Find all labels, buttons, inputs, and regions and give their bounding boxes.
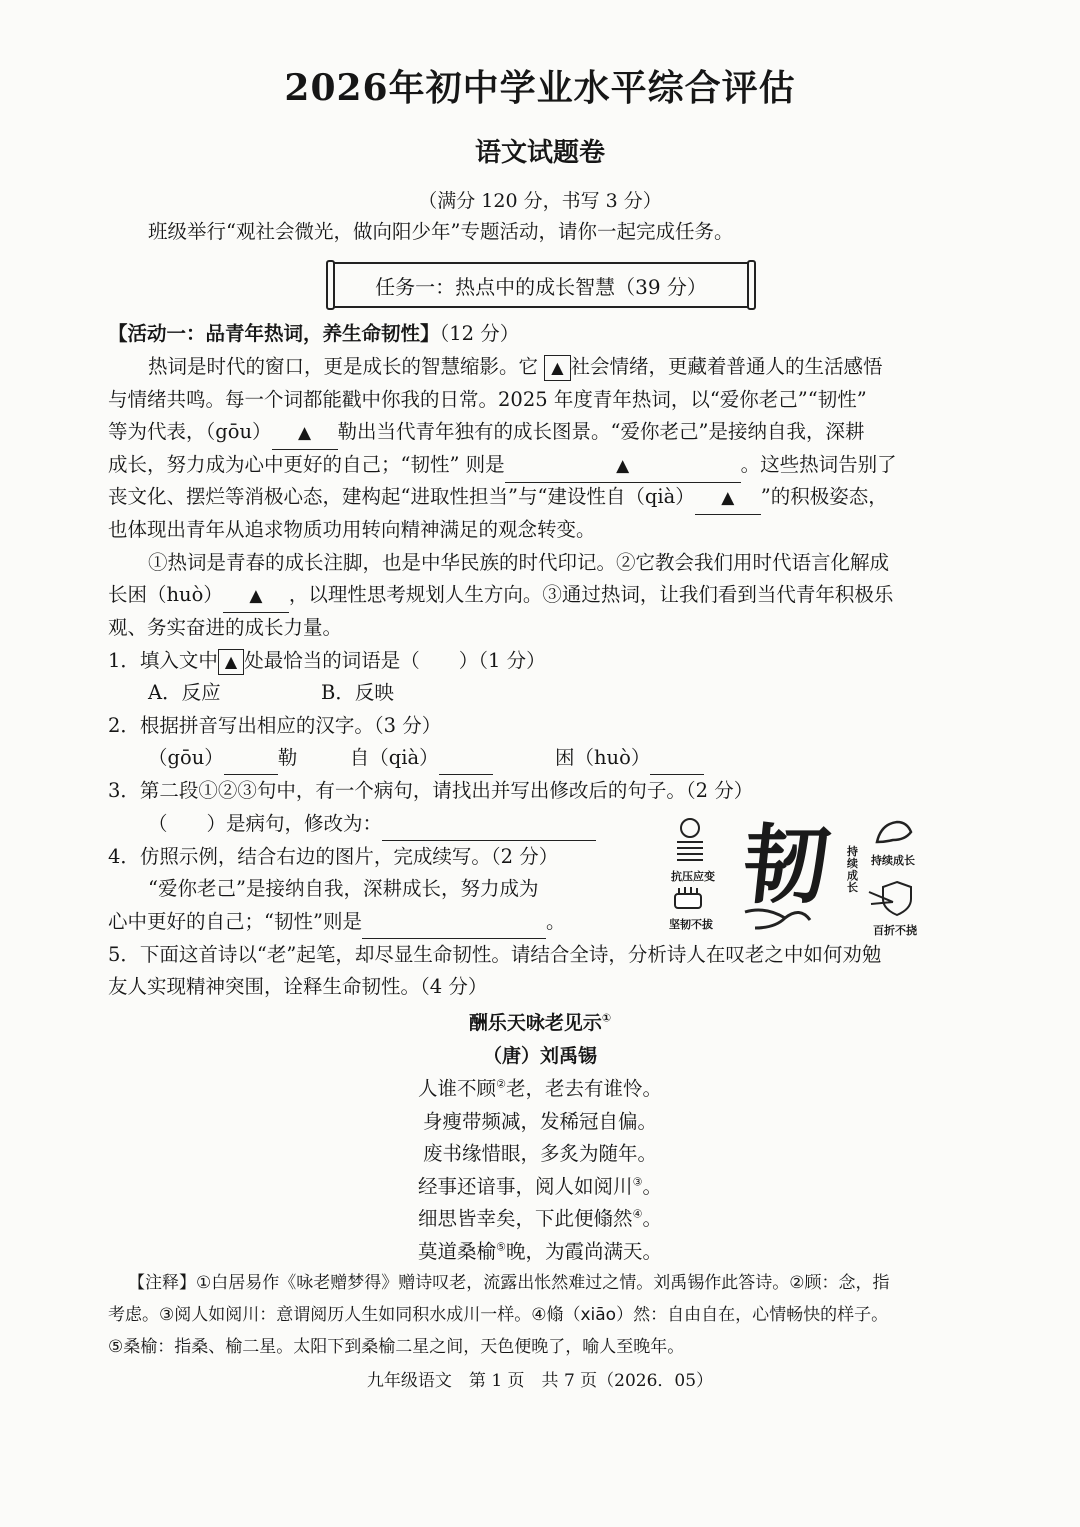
annotation-line: 考虑。③阅人如阅川：意谓阅历人生如同积水成川一样。④翛（xiāo）然：自由自在，心情畅快的样子。 (108, 1305, 889, 1325)
question-4-example: “爱你老己”是接纳自我，深耕成长，努力成为 (148, 877, 539, 900)
task1-title: 任务一：热点中的成长智慧（39 分） (375, 274, 707, 299)
poem-line: 细思皆幸矣，下此便翛然④。 (418, 1207, 662, 1230)
option-b[interactable]: B．反映 (321, 681, 394, 704)
resilience-figure (665, 812, 935, 940)
poem-line: 身瘦带频减，发稀冠自偏。 (422, 1110, 657, 1133)
poem-line: 莫道桑榆⑤晚，为霞尚满天。 (418, 1240, 662, 1263)
passage-line: 也体现出青年从追求物质功用转向精神满足的观念转变。 (108, 518, 596, 541)
fist-icon (675, 887, 701, 908)
option-a[interactable]: A．反应 (148, 681, 221, 704)
figure-label: 百折不挠 (873, 924, 917, 937)
passage-line: ①热词是青春的成长注脚，也是中华民族的时代印记。②它教会我们用时代语言化解成 (148, 551, 890, 574)
annotation-line: 【注释】①白居易作《咏老赠梦得》赠诗叹老，流露出怅然难过之情。刘禹锡作此答诗。②顾：念，指 (128, 1273, 890, 1293)
poem-author: （唐）刘禹锡 (482, 1045, 597, 1067)
passage-line: 热词是时代的窗口，更是成长的智慧缩影。它 ▲ 社会情绪，更藏着普通人的生活感悟 (148, 351, 883, 383)
poem-line: 废书缘惜眼，多炙为随年。 (422, 1142, 657, 1165)
question-5: 5．下面这首诗以“老”起笔，却尽显生命韧性。请结合全诗，分析诗人在叹老之中如何劝勉 (108, 943, 882, 966)
activity1-heading (108, 318, 519, 350)
intro-text: 班级举行“观社会微光，做向阳少年”专题活动，请你一起完成任务。 (148, 220, 734, 243)
answer-blank[interactable] (382, 808, 596, 841)
question-1-options (148, 677, 394, 709)
score-info: （满分 120 分，书写 3 分） (418, 190, 662, 212)
question-5-cont: 友人实现精神突围，诠释生命韧性。（4 分） (108, 975, 488, 998)
question-3: 3．第二段①②③句中，有一个病句，请找出并写出修改后的句子。（2 分） (108, 779, 754, 802)
passage-line: 丧文化、摆烂等消极心态，建构起“进取性担当”与“建设性自（qià） ▲ ”的积极姿态， (108, 481, 888, 515)
answer-blank[interactable] (224, 742, 278, 775)
exam-title: 2026年初中学业水平综合评估 (284, 67, 796, 109)
fill-blank[interactable]: ▲ (272, 416, 338, 450)
figure-label: 抗压应变 (671, 870, 715, 883)
poem-line: 人谁不顾②老，老去有谁怜。 (418, 1077, 662, 1100)
exam-subtitle: 语文试题卷 (474, 138, 605, 168)
figure-side-text: 持续成长 (847, 845, 858, 894)
resilience-character: 韧 (737, 816, 835, 916)
activity1-title: 【活动一：品青年热词，养生命韧性】 (108, 322, 440, 345)
poem-title: 酬乐天咏老见示① (468, 1011, 612, 1034)
arm-muscle-icon (877, 822, 911, 842)
question-1: 1．填入文中 ▲ 处最恰当的词语是（ ）（1 分） (108, 645, 546, 677)
question-2: 2．根据拼音写出相应的汉字。（3 分） (108, 714, 442, 737)
fill-blank[interactable]: ▲ (505, 449, 741, 483)
answer-blank[interactable] (362, 906, 546, 939)
figure-label: 坚韧不拔 (669, 918, 713, 931)
passage-line: 与情绪共鸣。每一个词都能戳中你我的日常。2025 年度青年热词，以“爱你老己”“韧性” (108, 388, 867, 411)
annotation-line: ⑤桑榆：指桑、榆二星。太阳下到桑榆二星之间，天色便晚了，喻人至晚年。 (108, 1337, 685, 1357)
answer-blank[interactable] (650, 742, 704, 775)
task1-banner (330, 262, 752, 308)
figure-label: 持续成长 (871, 854, 915, 867)
fill-blank[interactable]: ▲ (223, 579, 289, 613)
question-4-fill: 心中更好的自己；“韧性”则是 。 (108, 906, 565, 939)
boxed-blank: ▲ (544, 355, 570, 381)
passage-line: 等为代表，（gōu） ▲ 勒出当代青年独有的成长图景。“爱你老己”是接纳自我，深耕 (108, 416, 865, 450)
page-footer: 九年级语文 第 1 页 共 7 页（2026．05） (366, 1371, 714, 1391)
answer-blank[interactable] (439, 742, 493, 775)
passage-line: 观、务实奋进的成长力量。 (108, 616, 343, 639)
question-4: 4．仿照示例，结合右边的图片，完成续写。（2 分） (108, 845, 559, 868)
boxed-blank: ▲ (218, 649, 244, 675)
passage-line: 长困（huò） ▲ ，以理性思考规划人生方向。③通过热词，让我们看到当代青年积极乐 (108, 579, 893, 613)
shield-arrow-icon (869, 882, 911, 915)
spring-icon (677, 819, 703, 860)
question-2-blanks: （gōu） 勒 自（qià） 困（huò） (148, 742, 704, 775)
poem-line: 经事还谙事，阅人如阅川③。 (418, 1175, 662, 1198)
question-3-fill: （ ）是病句，修改为： (148, 808, 596, 841)
fill-blank[interactable]: ▲ (695, 481, 761, 515)
activity1-points: （12 分） (439, 322, 520, 345)
passage-line: 成长，努力成为心中更好的自己；“韧性” 则是 ▲ 。这些热词告别了 (108, 449, 897, 483)
